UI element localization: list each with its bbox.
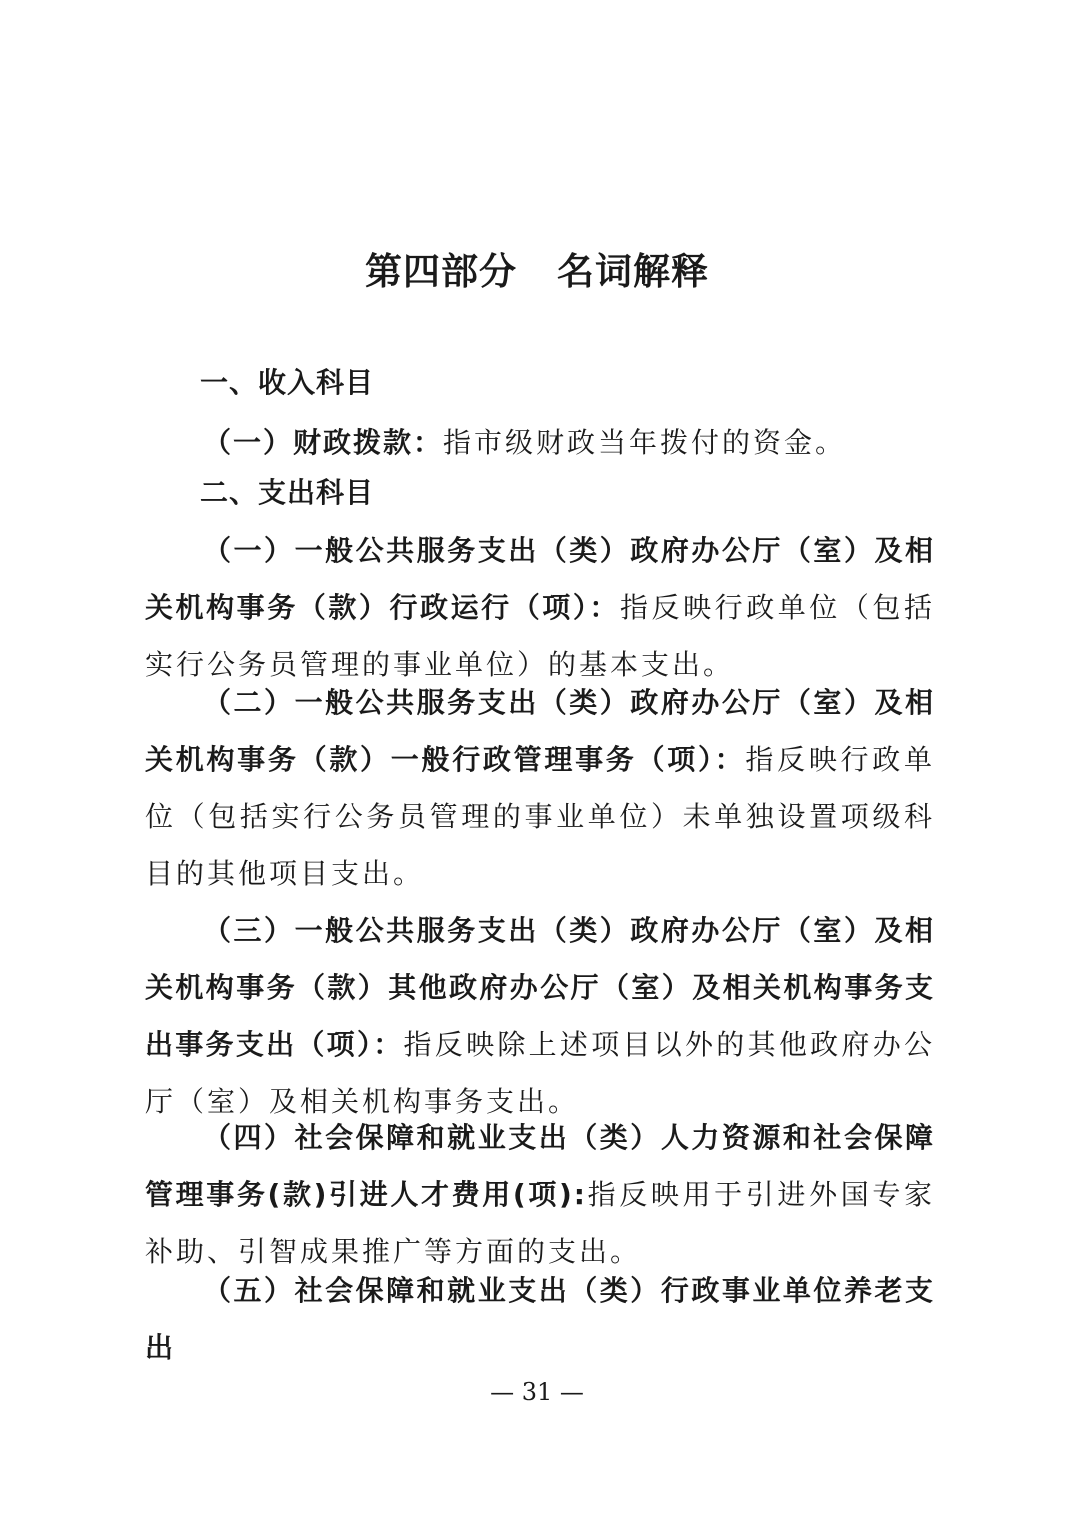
- term: （五）社会保障和就业支出（类）行政事业单位养老支出: [145, 1274, 935, 1364]
- definition: 指反映行政单位（包括实行公务员管理的事业单位）未单独设置项级科目的其他项目支出。: [145, 743, 935, 890]
- term: （四）社会保障和就业支出（类）人力资源和社会保障管理事务(款)引进人才费用(项):: [145, 1121, 935, 1211]
- section-heading-expenditure: 二、支出科目: [200, 476, 375, 509]
- title-part: 第四部分: [365, 250, 517, 293]
- definition: 指反映除上述项目以外的其他政府办公厅（室）及相关机构事务支出。: [145, 1028, 935, 1118]
- term: （一）一般公共服务支出（类）政府办公厅（室）及相关机构事务（款）行政运行（项）：: [145, 534, 935, 624]
- expenditure-item-3: [145, 902, 935, 1130]
- income-item-1: [145, 414, 935, 471]
- title-name: 名词解释: [557, 250, 709, 293]
- expenditure-item-2: [145, 674, 935, 902]
- expenditure-item-5: [145, 1262, 935, 1376]
- term: （三）一般公共服务支出（类）政府办公厅（室）及相关机构事务（款）其他政府办公厅（室）及相关机构事务支出事务支出（项）：: [145, 914, 935, 1061]
- definition: 指市级财政当年拨付的资金。: [443, 426, 847, 459]
- expenditure-item-1: [145, 522, 935, 693]
- definition: 指反映用于引进外国专家补助、引智成果推广等方面的支出。: [145, 1178, 935, 1268]
- term: （二）一般公共服务支出（类）政府办公厅（室）及相关机构事务（款）一般行政管理事务（项）：: [145, 686, 935, 776]
- page-number: — 31 —: [490, 1378, 584, 1406]
- term: （一）财政拨款：: [203, 426, 444, 459]
- expenditure-item-4: [145, 1109, 935, 1280]
- page-title: [0, 246, 1074, 298]
- section-heading-income: 一、收入科目: [200, 366, 375, 399]
- definition: 指反映行政单位（包括实行公务员管理的事业单位）的基本支出。: [145, 591, 935, 681]
